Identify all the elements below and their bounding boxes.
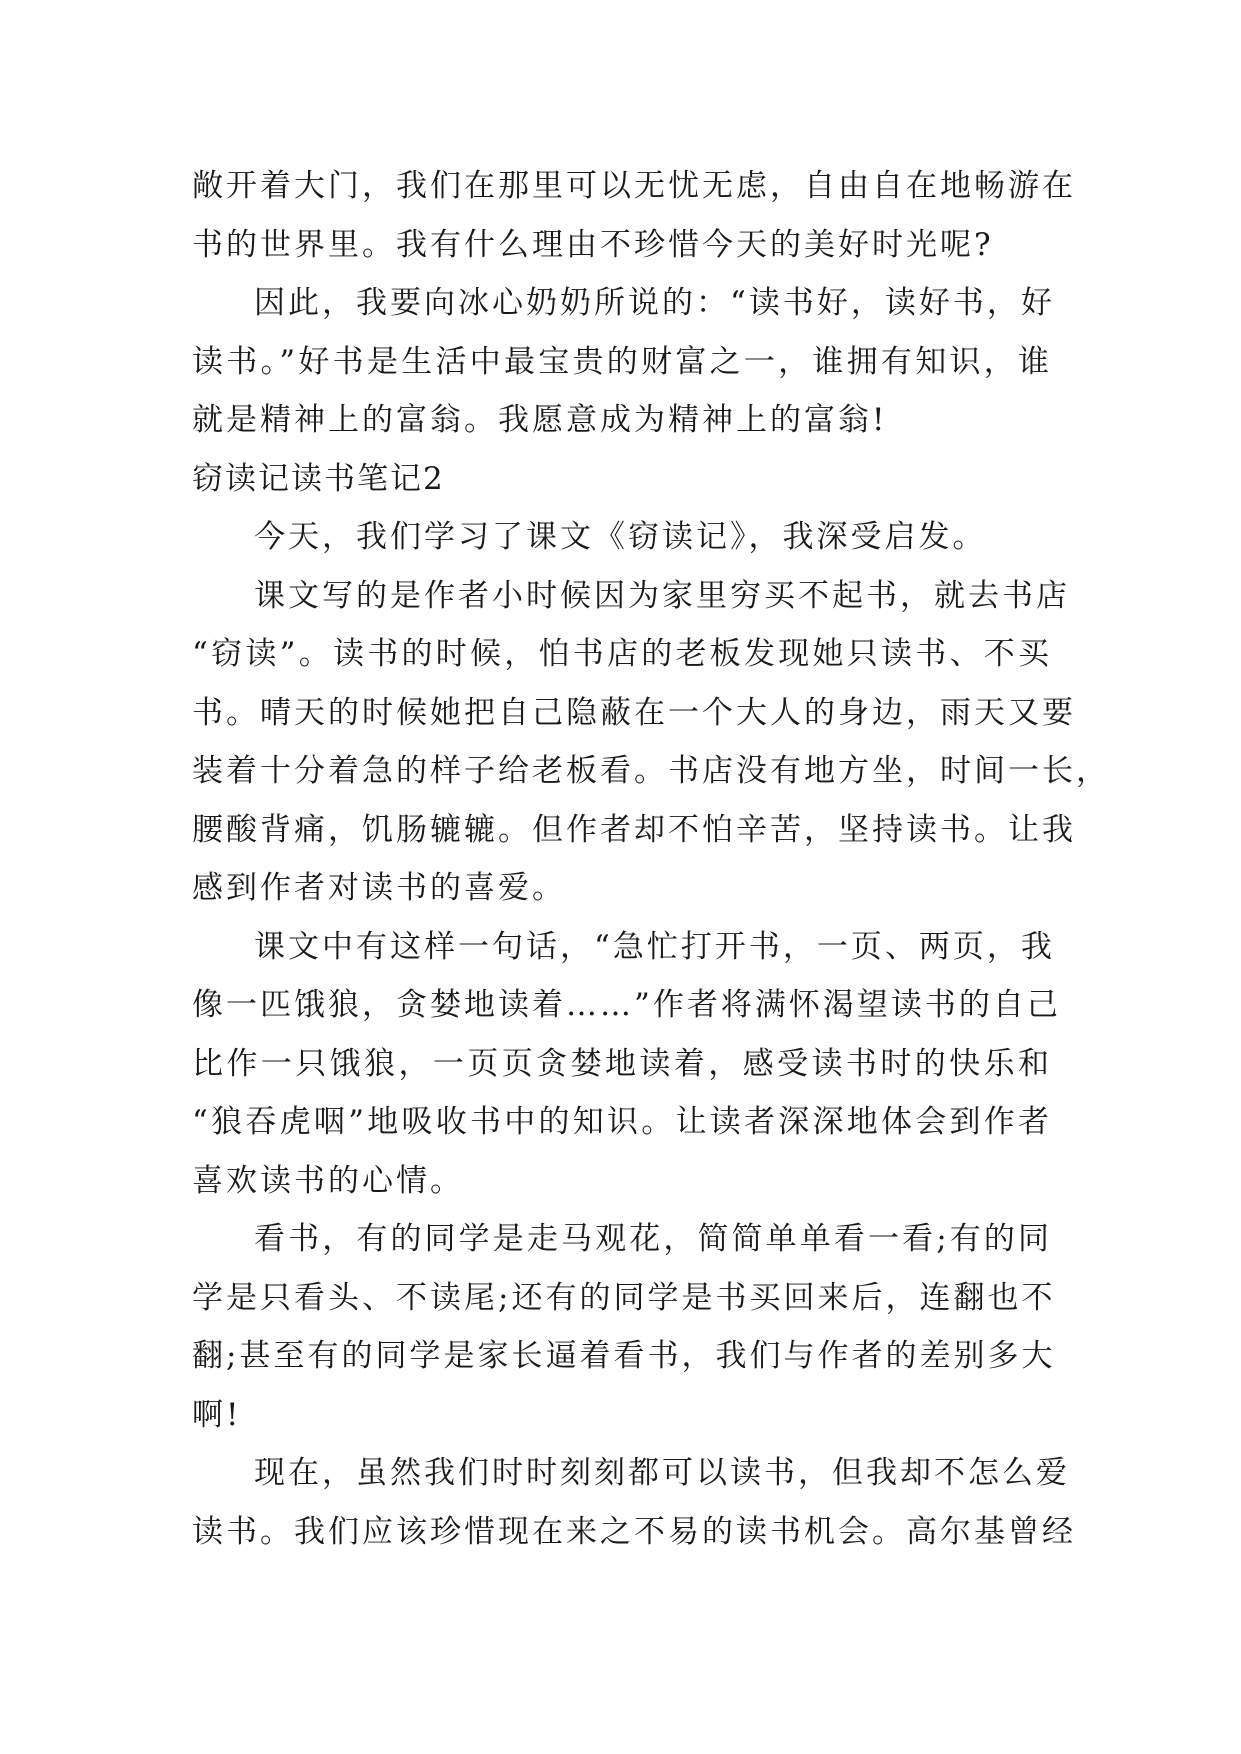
text-line: 感到作者对读书的喜爱。 [192, 870, 566, 906]
text-line: 比作一只饿狼，一页页贪婪地读着，感受读书时的快乐和 [192, 1045, 1052, 1082]
text-line: 像一匹饿狼，贪婪地读着……”作者将满怀渴望读书的自己 [192, 987, 1061, 1023]
text-line: 装着十分着急的样子给老板看。书店没有地方坐，时间一长， [192, 753, 1110, 789]
text-line: 课文写的是作者小时候因为家里穷买不起书，就去书店 [254, 577, 1070, 614]
text-line: 腰酸背痛，饥肠辘辘。但作者却不怕辛苦，坚持读书。让我 [192, 811, 1076, 848]
text-line: 翻;甚至有的同学是家长逼着看书，我们与作者的差别多大 [192, 1338, 1056, 1374]
text-line: 就是精神上的富翁。我愿意成为精神上的富翁! [192, 402, 888, 438]
text-line: 读书。”好书是生活中最宝贵的财富之一，谁拥有知识，谁 [192, 343, 1052, 380]
text-line: 看书，有的同学是走马观花，简简单单看一看;有的同 [254, 1221, 1052, 1257]
text-line: 书。晴天的时候她把自己隐蔽在一个大人的身边，雨天又要 [192, 694, 1076, 731]
text-line: 学是只看头、不读尾;还有的同学是书买回来后，连翻也不 [192, 1279, 1056, 1316]
text-line: 读书。我们应该珍惜现在来之不易的读书机会。高尔基曾经 [192, 1513, 1076, 1550]
text-line: 啊! [192, 1396, 242, 1433]
text-line: 敞开着大门，我们在那里可以无忧无虑，自由自在地畅游在 [192, 168, 1076, 204]
text-line: 今天，我们学习了课文《窃读记》，我深受启发。 [254, 519, 987, 555]
text-line: 喜欢读书的心情。 [192, 1162, 464, 1199]
text-line: 现在，虽然我们时时刻刻都可以读书，但我却不怎么爱 [254, 1455, 1070, 1491]
text-line: “狼吞虎咽”地吸收书中的知识。让读者深深地体会到作者 [192, 1104, 1052, 1140]
text-line: “窃读”。读书的时候，怕书店的老板发现她只读书、不买 [192, 636, 1052, 672]
text-line: 书的世界里。我有什么理由不珍惜今天的美好时光呢? [192, 226, 994, 263]
document-body [192, 157, 1110, 1561]
text-line: 因此，我要向冰心奶奶所说的：“读书好，读好书，好 [254, 285, 1055, 321]
section-heading: 窃读记读书笔记2 [192, 460, 445, 497]
text-line: 课文中有这样一句话，“急忙打开书，一页、两页，我 [254, 928, 1055, 965]
